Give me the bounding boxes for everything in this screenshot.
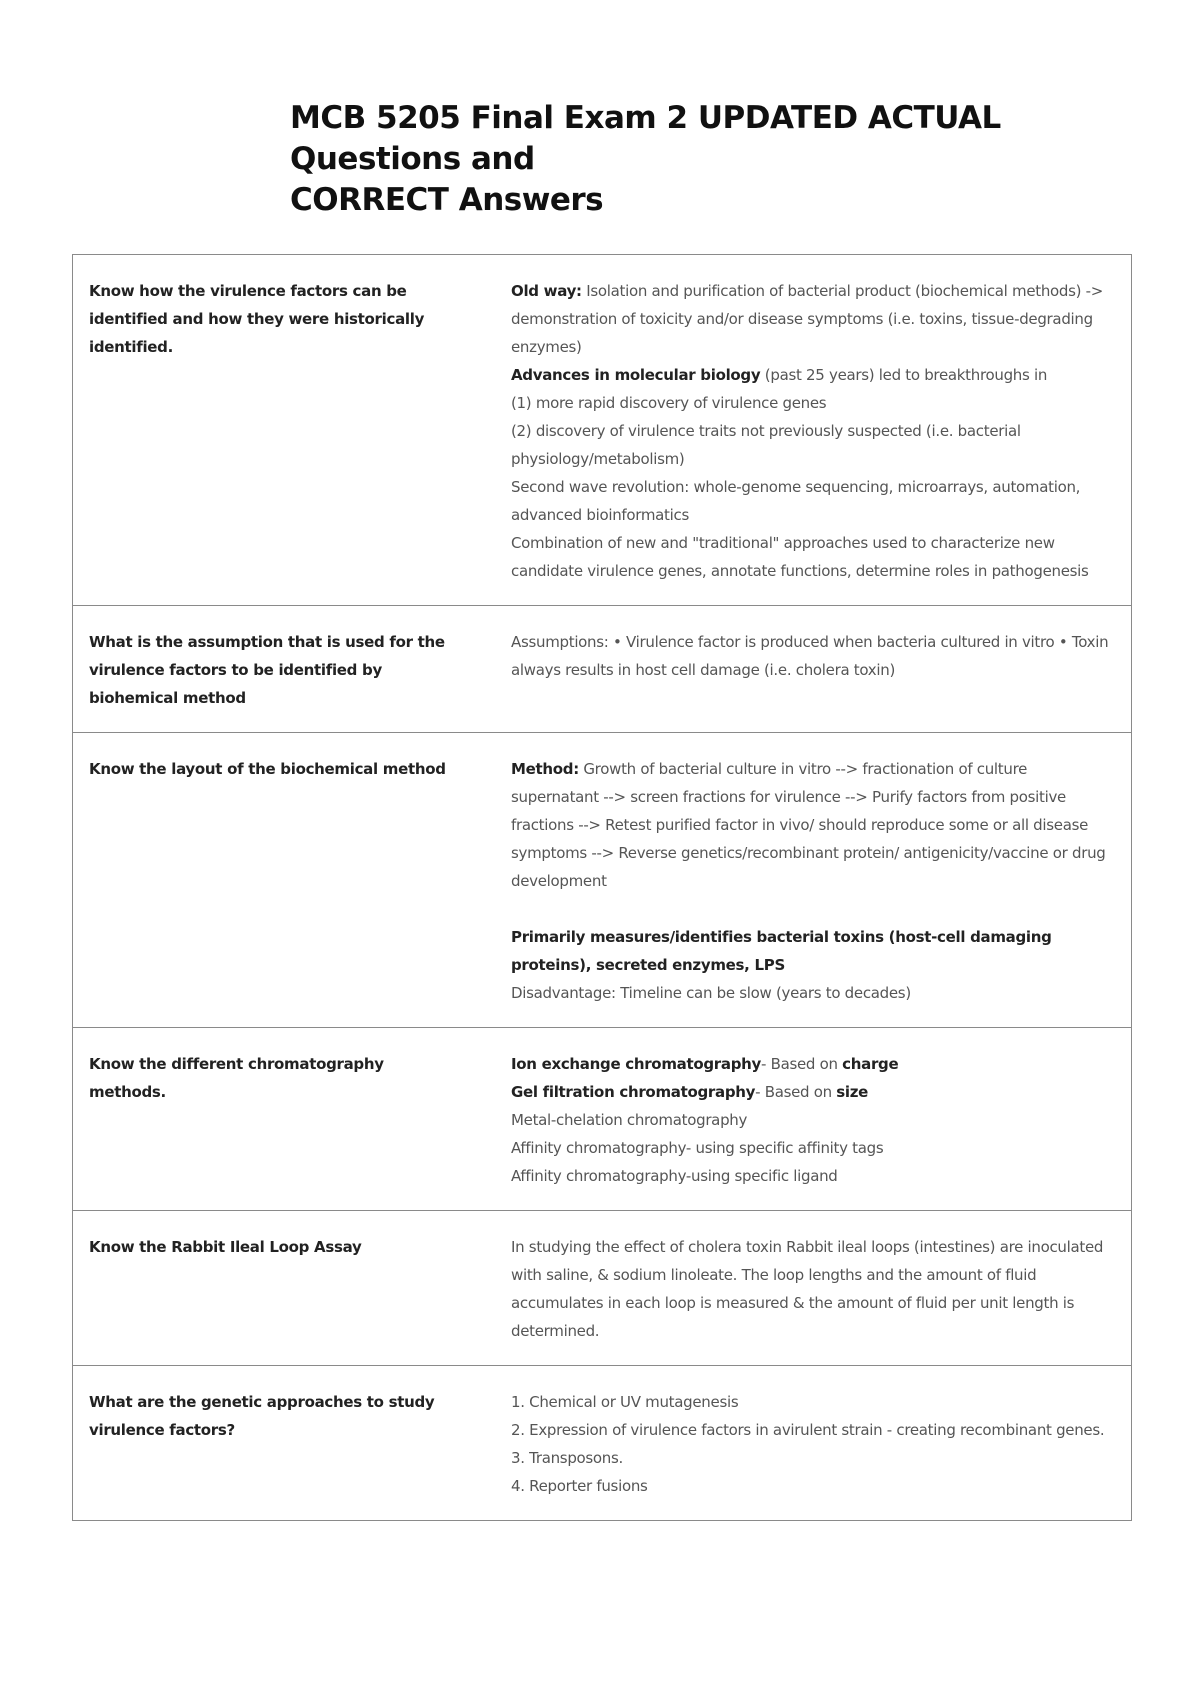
qa-row bbox=[73, 1027, 1131, 1210]
question-cell: What is the assumption that is used for the virulence factors to be identified by biohemical method bbox=[89, 633, 445, 707]
answer-text: Isolation and purification of bacterial product (biochemical methods) -> demonstration of toxicity and/or disease symptoms (i.e. toxins, tissue-degrading enzymes) bbox=[511, 282, 1104, 356]
answer-text: - Based on bbox=[755, 1083, 837, 1101]
answer-bold-text: size bbox=[836, 1083, 869, 1101]
qa-row bbox=[73, 1365, 1131, 1520]
answer-bold-text: Ion exchange chromatography bbox=[511, 1055, 761, 1073]
answer-line: 3. Transposons. bbox=[511, 1449, 623, 1467]
answer-line: Assumptions: • Virulence factor is produced when bacteria cultured in vitro • Toxin always results in host cell damage (i.e. cholera toxin) bbox=[511, 633, 1109, 679]
question-cell: Know the layout of the biochemical method bbox=[89, 760, 446, 778]
question-cell: Know the different chromatography methods. bbox=[89, 1055, 384, 1101]
answer-line: Affinity chromatography- using specific affinity tags bbox=[511, 1139, 884, 1157]
answer-line: Primarily measures/identifies bacterial toxins (host-cell damaging proteins), secreted enzymes, LPS bbox=[511, 928, 1052, 974]
answer-line bbox=[511, 1078, 1119, 1106]
answer-bold-text: Method: bbox=[511, 760, 579, 778]
qa-row bbox=[73, 732, 1131, 1027]
answer-text: - Based on bbox=[761, 1055, 843, 1073]
answer-bold-text: Old way: bbox=[511, 282, 582, 300]
answer-line: 4. Reporter fusions bbox=[511, 1477, 648, 1495]
answer-line: In studying the effect of cholera toxin Rabbit ileal loops (intestines) are inoculated with saline, & sodium linoleate. The loop lengths and the amount of fluid accumulates in each loop is measured & the amount of fluid per unit length is determined. bbox=[511, 1238, 1104, 1340]
qa-row bbox=[73, 1210, 1131, 1365]
answer-cell bbox=[481, 255, 1131, 605]
answer-line: (2) discovery of virulence traits not previously suspected (i.e. bacterial physiology/metabolism) bbox=[511, 422, 1021, 468]
qa-table bbox=[72, 254, 1132, 1521]
answer-line: 1. Chemical or UV mutagenesis bbox=[511, 1393, 739, 1411]
question-cell: Know the Rabbit Ileal Loop Assay bbox=[89, 1238, 362, 1256]
question-cell: Know how the virulence factors can be identified and how they were historically identified. bbox=[89, 282, 425, 356]
answer-line: Metal-chelation chromatography bbox=[511, 1111, 748, 1129]
answer-line bbox=[511, 361, 1119, 389]
answer-cell bbox=[481, 1211, 1131, 1365]
answer-cell bbox=[481, 1028, 1131, 1210]
answer-spacer bbox=[511, 895, 1119, 923]
document-title-line-2: CORRECT Answers bbox=[290, 182, 604, 218]
answer-bold-text: Gel filtration chromatography bbox=[511, 1083, 756, 1101]
answer-line: Combination of new and "traditional" approaches used to characterize new candidate virulence genes, annotate functions, determine roles in pathogenesis bbox=[511, 534, 1089, 580]
answer-line: Affinity chromatography-using specific ligand bbox=[511, 1167, 838, 1185]
answer-line: Disadvantage: Timeline can be slow (years to decades) bbox=[511, 984, 911, 1002]
answer-cell bbox=[481, 1366, 1131, 1520]
answer-bold-text: Advances in molecular biology bbox=[511, 366, 761, 384]
qa-row bbox=[73, 255, 1131, 605]
answer-text: Growth of bacterial culture in vitro --> fractionation of culture supernatant --> screen fractions for virulence --> Purify factors from positive fractions --> Retest purified factor in vivo/ should reproduce some or all disease symptoms --> Reverse genetics/recombinant protein/ antigenicity/vaccine or drug development bbox=[511, 760, 1106, 890]
answer-line bbox=[511, 277, 1119, 361]
answer-line: Second wave revolution: whole-genome sequencing, microarrays, automation, advanced bioinformatics bbox=[511, 478, 1081, 524]
answer-line: (1) more rapid discovery of virulence genes bbox=[511, 394, 827, 412]
document-title-line-1: MCB 5205 Final Exam 2 UPDATED ACTUAL Questions and bbox=[290, 100, 1001, 177]
document-title bbox=[290, 98, 1130, 221]
answer-line bbox=[511, 755, 1119, 895]
answer-bold-text: charge bbox=[842, 1055, 899, 1073]
qa-row bbox=[73, 605, 1131, 732]
answer-line bbox=[511, 1050, 1119, 1078]
answer-line: 2. Expression of virulence factors in avirulent strain - creating recombinant genes. bbox=[511, 1421, 1105, 1439]
answer-cell bbox=[481, 606, 1131, 732]
answer-cell bbox=[481, 733, 1131, 1027]
answer-text: (past 25 years) led to breakthroughs in bbox=[760, 366, 1048, 384]
question-cell: What are the genetic approaches to study virulence factors? bbox=[89, 1393, 435, 1439]
